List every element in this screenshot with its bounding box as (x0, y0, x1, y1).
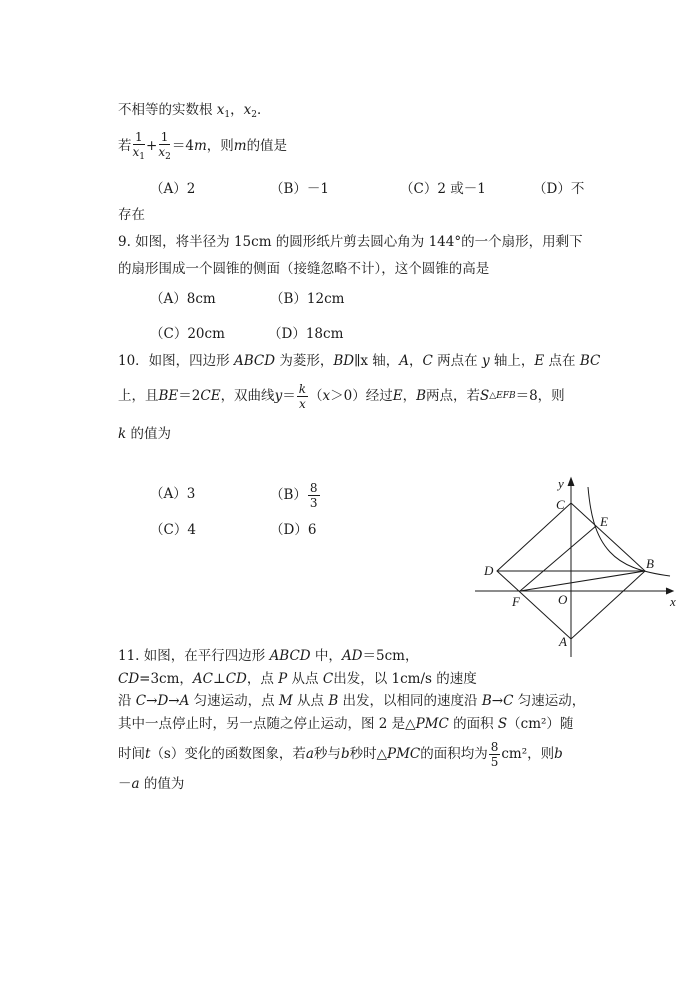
var-bd: BD (333, 353, 355, 369)
text: 从点 (287, 671, 323, 687)
var-be: BE (158, 388, 179, 404)
q11-line3 (118, 692, 585, 710)
label-o: O (558, 592, 568, 607)
var-pmc: PMC (386, 746, 421, 762)
text: 秒与 (313, 746, 341, 762)
frac-den: 5 (490, 754, 499, 769)
frac-den: 3 (309, 495, 318, 510)
period: ． (257, 102, 271, 118)
q8-line1 (118, 101, 271, 124)
q8-line2 (118, 126, 287, 166)
var-a: a (131, 776, 140, 792)
text: 出发，以 1cm/s 的速度 (333, 671, 477, 687)
text: ，点 (246, 671, 279, 687)
var-cd: CD (118, 671, 140, 687)
q8-option-a: （A）2 (150, 181, 196, 197)
var-a: A (399, 353, 409, 369)
var-b: b (554, 746, 563, 762)
text: 的面积均为 (420, 746, 488, 762)
var-p: P (278, 671, 288, 687)
text: ，双曲线 (220, 388, 275, 404)
var-x: x (322, 388, 331, 404)
label-y: y (558, 476, 564, 491)
q9-line2: 的扇形围成一个圆锥的侧面（接缝忽略不计），这个圆锥的高是 (118, 261, 490, 277)
perp-symbol: ⊥ (213, 671, 226, 687)
fraction-k-over-x (297, 383, 308, 410)
label-a: A (559, 634, 567, 649)
text: 为菱形， (275, 353, 334, 369)
q10-option-b (270, 478, 321, 512)
text: 其中一点停止时，另一点随之停止运动，图 2 是△ (118, 716, 416, 732)
text: 匀速运动， (513, 693, 586, 709)
text: 的面积 (448, 716, 498, 732)
text: 上，且 (118, 388, 159, 404)
ruo-text: 若 (118, 138, 132, 154)
q10-option-c: （C）4 (150, 522, 196, 538)
equals-4: ＝4 (171, 138, 194, 154)
sub: 1 (139, 151, 146, 162)
text: 10．如图，四边形 (118, 353, 234, 369)
text: 的值为 (139, 776, 185, 792)
frac-den (158, 145, 171, 162)
text: 出发，以相同的速度沿 (338, 693, 482, 709)
fraction-8-over-5 (489, 741, 501, 768)
text: ＞0）经过 (330, 388, 393, 404)
q11-line5 (118, 734, 563, 774)
text: （ (308, 388, 323, 404)
var-x: x (158, 144, 166, 159)
q11-line4 (118, 715, 573, 733)
text: ＝ (282, 388, 296, 404)
text: ， (402, 388, 417, 404)
q9-option-d: （D）18cm (268, 326, 344, 342)
text: ＝5cm， (362, 648, 419, 664)
q10-option-a: （A）3 (150, 486, 196, 502)
var-s: S (479, 388, 490, 404)
text: 中， (310, 648, 342, 664)
var-m: M (278, 693, 293, 709)
var-b: B (328, 693, 339, 709)
var-m: m (193, 138, 207, 154)
frac-den (133, 145, 146, 162)
label-x: x (670, 594, 676, 609)
text: ＝8，则 (515, 388, 565, 404)
q8-option-b: （B）－1 (270, 181, 330, 197)
q8-option-d-cont: 存在 (118, 207, 145, 223)
label-c: C (556, 497, 565, 512)
q11-line2 (118, 670, 477, 688)
text: （B） (270, 487, 307, 503)
text: 沿 (118, 693, 136, 709)
q8-line1-text: 不相等的实数根 (118, 102, 217, 118)
q11-line1 (118, 647, 418, 665)
text: =3cm， (139, 671, 193, 687)
var-b: B (416, 388, 426, 404)
var-cd: CD (225, 671, 247, 687)
text: 点在 (544, 353, 580, 369)
var-ad: AD (341, 648, 363, 664)
q10-line2 (118, 376, 565, 416)
q9-option-a: （A）8cm (150, 291, 216, 307)
text: ∥x 轴， (354, 353, 400, 369)
q8-option-c: （C）2 或－1 (400, 181, 486, 197)
var-c: C (322, 671, 334, 687)
var-a: a (305, 746, 314, 762)
text: 匀速运动，点 (189, 693, 279, 709)
frac-num: 1 (134, 129, 143, 144)
text: cm²，则 (501, 746, 555, 762)
comma: ， (230, 102, 244, 118)
var-c: C (422, 353, 433, 369)
q11-line6 (118, 775, 184, 793)
var-path-bc: B→C (481, 693, 514, 709)
text: 的值为 (126, 426, 171, 442)
fraction-8-over-3 (308, 482, 320, 509)
text: 轴上， (489, 353, 535, 369)
text: 11. 如图，在平行四边形 (118, 648, 270, 664)
text: 两点在 (432, 353, 482, 369)
var-e: E (392, 388, 403, 404)
var-pmc: PMC (415, 716, 449, 732)
text: 两点，若 (425, 388, 480, 404)
frac-num: 1 (160, 129, 169, 144)
tail-text: ，则 (206, 138, 234, 154)
var-e: E (534, 353, 545, 369)
var-s: S (497, 716, 508, 732)
frac-num: 8 (309, 480, 318, 495)
q10-line1 (118, 352, 600, 370)
label-d: D (484, 563, 494, 578)
var-x2: x (243, 102, 252, 118)
var-x: x (132, 144, 140, 159)
var-t: t (145, 746, 151, 762)
text: 秒时△ (349, 746, 387, 762)
text: ， (409, 353, 423, 369)
var-m: m (233, 138, 247, 154)
q8-option-d: （D）不 (533, 181, 585, 197)
var-b: b (340, 746, 350, 762)
fraction-1-over-x1 (133, 131, 146, 162)
var-y: y (274, 388, 283, 404)
var-abcd: ABCD (269, 648, 311, 664)
text: （s）变化的函数图象，若 (150, 746, 306, 762)
frac-num: 8 (490, 739, 499, 754)
y-axis-arrow-icon (568, 478, 574, 486)
var-x1: x (216, 102, 225, 118)
q10-line3 (118, 425, 171, 443)
tail-text-2: 的值是 (246, 138, 288, 154)
plus-sign: + (146, 138, 158, 154)
var-abcd: ABCD (233, 353, 276, 369)
q10-option-d: （D）6 (270, 522, 317, 538)
q9-option-b: （B）12cm (270, 291, 345, 307)
rhombus-hyperbola-figure (470, 470, 685, 660)
label-b: B (646, 556, 654, 571)
hyperbola-curve (588, 487, 670, 576)
fraction-1-over-x2 (158, 131, 171, 162)
var-y: y (481, 353, 490, 369)
frac-den: x (298, 396, 306, 411)
var-ce: CE (200, 388, 221, 404)
q9-option-c: （C）20cm (150, 326, 225, 342)
label-e: E (600, 514, 608, 529)
text: （cm²）随 (507, 716, 574, 732)
sub-1: 1 (224, 110, 231, 120)
frac-num: k (298, 381, 306, 396)
segment-fe (520, 526, 596, 591)
var-k: k (118, 426, 127, 442)
var-path-cda: C→D→A (135, 693, 190, 709)
text: ＝2 (178, 388, 201, 404)
sub-2: 2 (251, 110, 258, 120)
text: 时间 (118, 746, 145, 762)
text: － (118, 776, 132, 792)
var-ac: AC (192, 671, 214, 687)
var-bc: BC (579, 353, 601, 369)
sub: 2 (165, 151, 171, 162)
label-f: F (512, 594, 520, 609)
text: 从点 (292, 693, 329, 709)
q9-line1: 9. 如图，将半径为 15cm 的圆形纸片剪去圆心角为 144°的一个扇形，用剩下 (118, 234, 583, 250)
sub-efb: △EFB (489, 391, 516, 401)
